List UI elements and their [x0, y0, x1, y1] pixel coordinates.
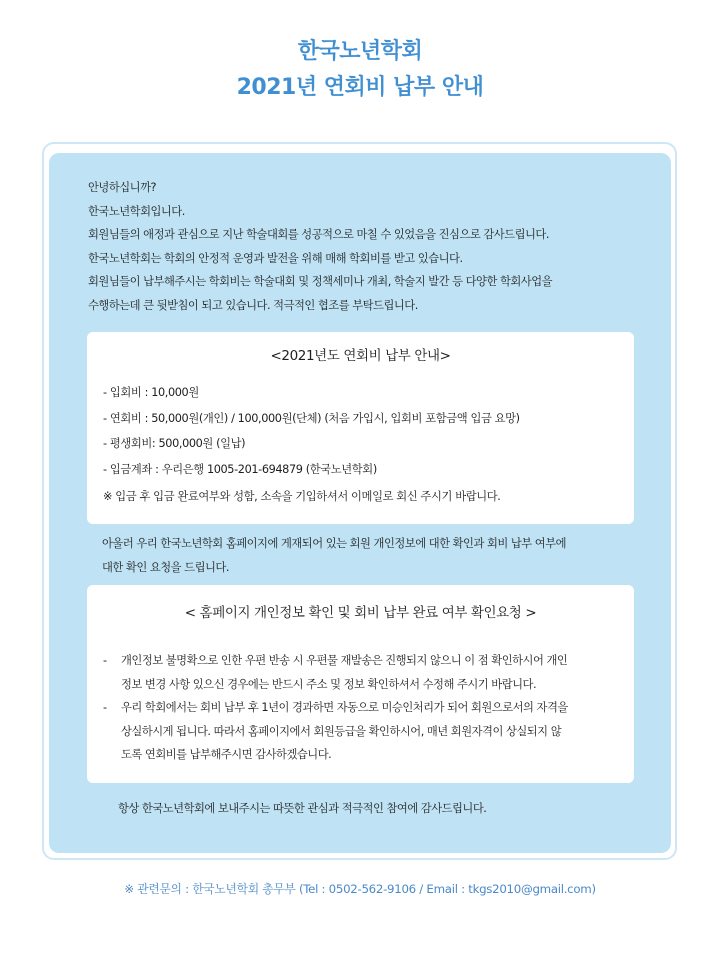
request-line: 우리 학회에서는 회비 납부 후 1년이 경과하면 자동으로 미승인처리가 되어 회원으로서의 자격을	[121, 701, 568, 714]
fee-item: - 연회비 : 50,000원(개인) / 100,000원(단체) (처음 가입시, 입회비 포함금액 입금 요망)	[103, 411, 520, 425]
fee-note: ※ 입금 후 입금 완료여부와 성함, 소속을 기입하셔서 이메일로 회신 주시기 바랍니다.	[103, 490, 501, 503]
request-line: 도록 연회비를 납부해주시면 감사하겠습니다.	[121, 748, 332, 761]
request-item	[103, 649, 623, 696]
contact-footer: ※ 관련문의 : 한국노년학회 총무부 (Tel : 0502-562-9106 / Email : tkgs2010@gmail.com)	[124, 882, 596, 896]
fee-box-title: <2021년도 연회비 납부 안내>	[270, 348, 451, 364]
fee-item: - 입금계좌 : 우리은행 1005-201-694879 (한국노년학회)	[103, 462, 377, 476]
intro-line: 한국노년학회는 학회의 안정적 운영과 발전을 위해 매해 학회비를 받고 있습니다.	[88, 251, 463, 265]
fee-item: - 입회비 : 10,000원	[103, 386, 199, 399]
request-item	[103, 696, 623, 767]
fee-info-box	[87, 332, 634, 524]
middle-line: 아울러 우리 한국노년학회 홈페이지에 게재되어 있는 회원 개인정보에 대한 확인과 회비 납부 여부에	[102, 537, 567, 550]
bullet-dash: -	[103, 701, 107, 714]
middle-line: 대한 확인 요청을 드립니다.	[102, 560, 229, 574]
page-title-line1: 한국노년학회	[297, 39, 423, 64]
request-line: 정보 변경 사항 있으신 경우에는 반드시 주소 및 정보 확인하셔서 수정해 주시기 바랍니다.	[121, 677, 537, 691]
request-box	[87, 585, 634, 783]
closing-text: 항상 한국노년학회에 보내주시는 따뜻한 관심과 적극적인 참여에 감사드립니다.	[118, 802, 487, 815]
intro-line: 안녕하십니까?	[88, 181, 156, 194]
request-line: 개인정보 불명확으로 인한 우편 반송 시 우편물 재발송은 진행되지 않으니 이 점 확인하시어 개인	[121, 654, 568, 667]
intro-text	[88, 176, 648, 318]
middle-text	[102, 532, 632, 579]
request-box-title: < 홈페이지 개인정보 확인 및 회비 납부 완료 여부 확인요청 >	[184, 605, 537, 621]
intro-line: 한국노년학회입니다.	[88, 204, 185, 218]
intro-line: 회원님들이 납부해주시는 학회비는 학술대회 및 정책세미나 개최, 학술지 발간 등 다양한 학회사업을	[88, 275, 553, 289]
fee-list	[103, 380, 623, 482]
bullet-dash: -	[103, 654, 107, 667]
fee-item: - 평생회비: 500,000원 (일납)	[103, 437, 246, 450]
request-list	[103, 649, 623, 767]
page-title-line2: 2021년 연회비 납부 안내	[236, 75, 484, 100]
request-line: 상실하시게 됩니다. 따라서 홈페이지에서 회원등급을 확인하시어, 매년 회원자격이 상실되지 않	[121, 724, 562, 738]
intro-line: 회원님들의 애정과 관심으로 지난 학술대회를 성공적으로 마칠 수 있었음을 진심으로 감사드립니다.	[88, 228, 549, 242]
intro-line: 수행하는데 큰 뒷받침이 되고 있습니다. 적극적인 협조를 부탁드립니다.	[88, 298, 418, 312]
